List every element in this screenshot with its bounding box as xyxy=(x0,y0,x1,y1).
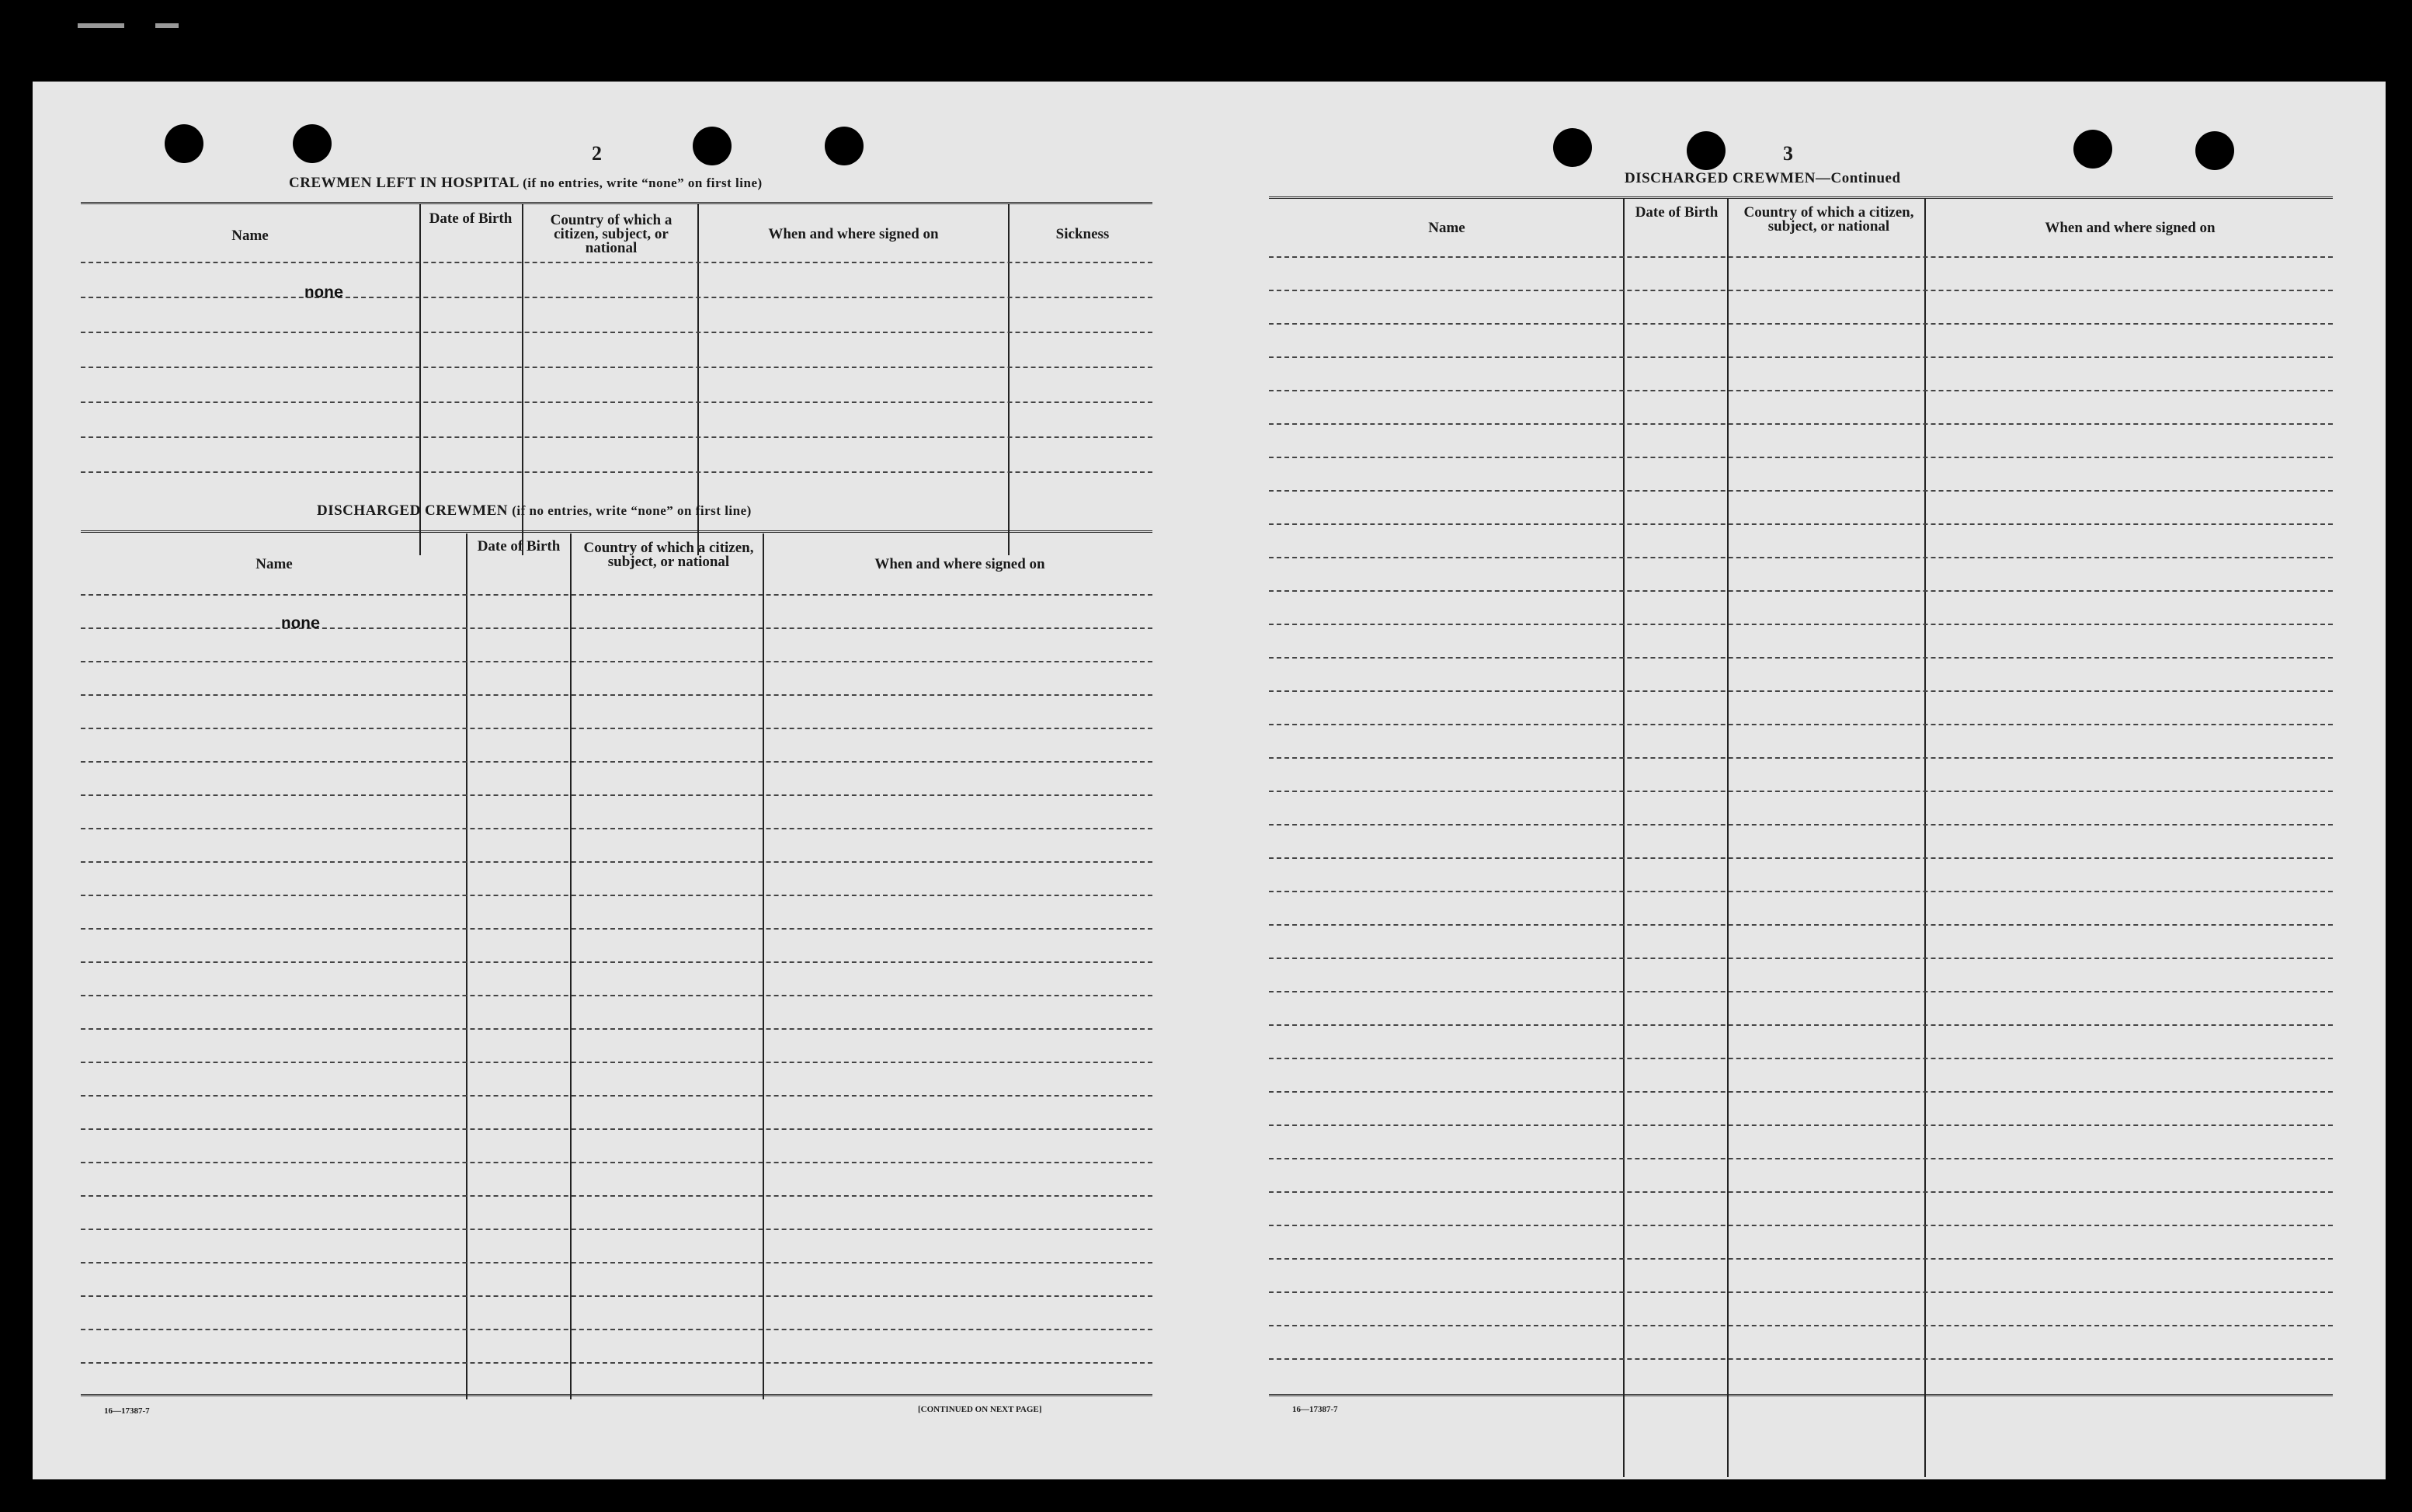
ruled-line xyxy=(81,995,1152,996)
hospital-section-title: CREWMEN LEFT IN HOSPITAL (if no entries, write “none” on first line) xyxy=(289,175,763,191)
ruled-line xyxy=(1269,1325,2333,1326)
ruled-line xyxy=(1269,991,2333,992)
ruled-line xyxy=(1269,1258,2333,1260)
ruled-line xyxy=(81,594,1152,596)
ruled-line xyxy=(81,471,1152,473)
punch-hole xyxy=(165,124,203,163)
punch-hole xyxy=(1553,128,1592,167)
table-top-rule xyxy=(81,530,1152,534)
ruled-line xyxy=(81,694,1152,696)
column-divider xyxy=(1008,204,1010,555)
ruled-line xyxy=(1269,590,2333,592)
page-number: 2 xyxy=(592,142,602,165)
ruled-line xyxy=(81,761,1152,763)
ruled-line xyxy=(1269,1091,2333,1093)
ruled-line xyxy=(1269,356,2333,358)
ruled-line xyxy=(81,1062,1152,1063)
ruled-line xyxy=(1269,557,2333,558)
punch-hole xyxy=(693,127,732,165)
ruled-line xyxy=(81,928,1152,930)
punch-hole xyxy=(2073,130,2112,169)
ruled-line xyxy=(1269,824,2333,826)
table-top-rule xyxy=(81,202,1152,206)
ruled-line xyxy=(1269,457,2333,458)
ruled-line xyxy=(1269,757,2333,759)
ruled-line xyxy=(1269,1291,2333,1293)
punch-hole xyxy=(1687,131,1726,170)
ruled-line xyxy=(1269,857,2333,859)
ruled-line xyxy=(81,1295,1152,1297)
left-page xyxy=(33,82,1252,1479)
discharged-continued-title: DISCHARGED CREWMEN—Continued xyxy=(1625,170,1901,186)
ruled-line xyxy=(81,332,1152,333)
ruled-line xyxy=(1269,1058,2333,1059)
punch-hole xyxy=(293,124,332,163)
ruled-line xyxy=(81,1095,1152,1097)
ruled-line xyxy=(1269,624,2333,625)
edge-mark xyxy=(78,23,124,28)
ruled-line xyxy=(1269,657,2333,659)
ruled-line xyxy=(81,297,1152,298)
form-number: 16—17387-7 xyxy=(104,1406,150,1416)
column-header-dob: Date of Birth xyxy=(477,538,561,554)
ruled-line xyxy=(1269,1225,2333,1226)
ruled-line xyxy=(1269,290,2333,291)
edge-mark xyxy=(155,23,179,28)
ruled-line xyxy=(81,961,1152,963)
ruled-line xyxy=(81,1229,1152,1230)
ruled-line xyxy=(1269,1124,2333,1126)
ruled-line xyxy=(81,627,1152,629)
column-header-dob: Date of Birth xyxy=(429,210,513,227)
ruled-line xyxy=(81,367,1152,368)
discharged-none-entry: none xyxy=(281,616,321,634)
column-header-country: Country of which a citizen, subject, or national xyxy=(583,540,754,570)
punch-hole xyxy=(825,127,864,165)
ruled-line xyxy=(81,728,1152,729)
ruled-line xyxy=(81,1195,1152,1197)
column-header-signed-on: When and where signed on xyxy=(768,226,939,242)
ruled-line xyxy=(81,401,1152,403)
ruled-line xyxy=(1269,1358,2333,1360)
ruled-line xyxy=(1269,690,2333,692)
ruled-line xyxy=(81,661,1152,662)
right-page xyxy=(1252,82,2386,1479)
table-bottom-rule xyxy=(81,1394,1152,1398)
ruled-line xyxy=(1269,1191,2333,1193)
ruled-line xyxy=(81,1162,1152,1163)
column-header-signed-on: When and where signed on xyxy=(2045,220,2216,236)
ruled-line xyxy=(1269,891,2333,892)
column-header-name: Name xyxy=(231,228,269,244)
column-header-name: Name xyxy=(1428,220,1465,236)
ruled-line xyxy=(81,436,1152,438)
continued-note: [CONTINUED ON NEXT PAGE] xyxy=(918,1405,1042,1414)
ruled-line xyxy=(81,828,1152,829)
ruled-line xyxy=(81,1262,1152,1263)
punch-hole xyxy=(2195,131,2234,170)
column-header-sickness: Sickness xyxy=(1055,226,1110,242)
ruled-line xyxy=(81,895,1152,896)
table-top-rule xyxy=(1269,196,2333,200)
ruled-line xyxy=(1269,1024,2333,1026)
ruled-line xyxy=(1269,958,2333,959)
ruled-line xyxy=(81,861,1152,863)
ruled-line xyxy=(81,1329,1152,1330)
ruled-line xyxy=(1269,423,2333,425)
hospital-none-entry: none xyxy=(304,285,344,303)
ruled-line xyxy=(1269,256,2333,258)
column-header-signed-on: When and where signed on xyxy=(874,556,1045,572)
ruled-line xyxy=(81,794,1152,796)
ruled-line xyxy=(1269,1158,2333,1159)
ruled-line xyxy=(1269,390,2333,391)
column-header-country: Country of which a citizen, subject, or national xyxy=(550,212,673,256)
column-header-country: Country of which a citizen, subject, or national xyxy=(1743,204,1914,235)
form-number: 16—17387-7 xyxy=(1292,1405,1338,1414)
ruled-line xyxy=(1269,924,2333,926)
column-divider xyxy=(763,534,764,1399)
column-header-dob: Date of Birth xyxy=(1635,204,1719,221)
ruled-line xyxy=(81,1362,1152,1364)
ruled-line xyxy=(81,262,1152,263)
column-header-name: Name xyxy=(255,556,293,572)
discharged-section-title: DISCHARGED CREWMEN (if no entries, write “none” on first line) xyxy=(317,502,752,519)
ruled-line xyxy=(1269,724,2333,725)
column-divider xyxy=(570,534,572,1399)
ruled-line xyxy=(81,1128,1152,1130)
ruled-line xyxy=(81,1028,1152,1030)
ruled-line xyxy=(1269,490,2333,492)
page-number: 3 xyxy=(1783,142,1793,165)
ruled-line xyxy=(1269,791,2333,792)
ruled-line xyxy=(1269,523,2333,525)
table-bottom-rule xyxy=(1269,1394,2333,1398)
ruled-line xyxy=(1269,323,2333,325)
column-divider xyxy=(466,534,467,1399)
